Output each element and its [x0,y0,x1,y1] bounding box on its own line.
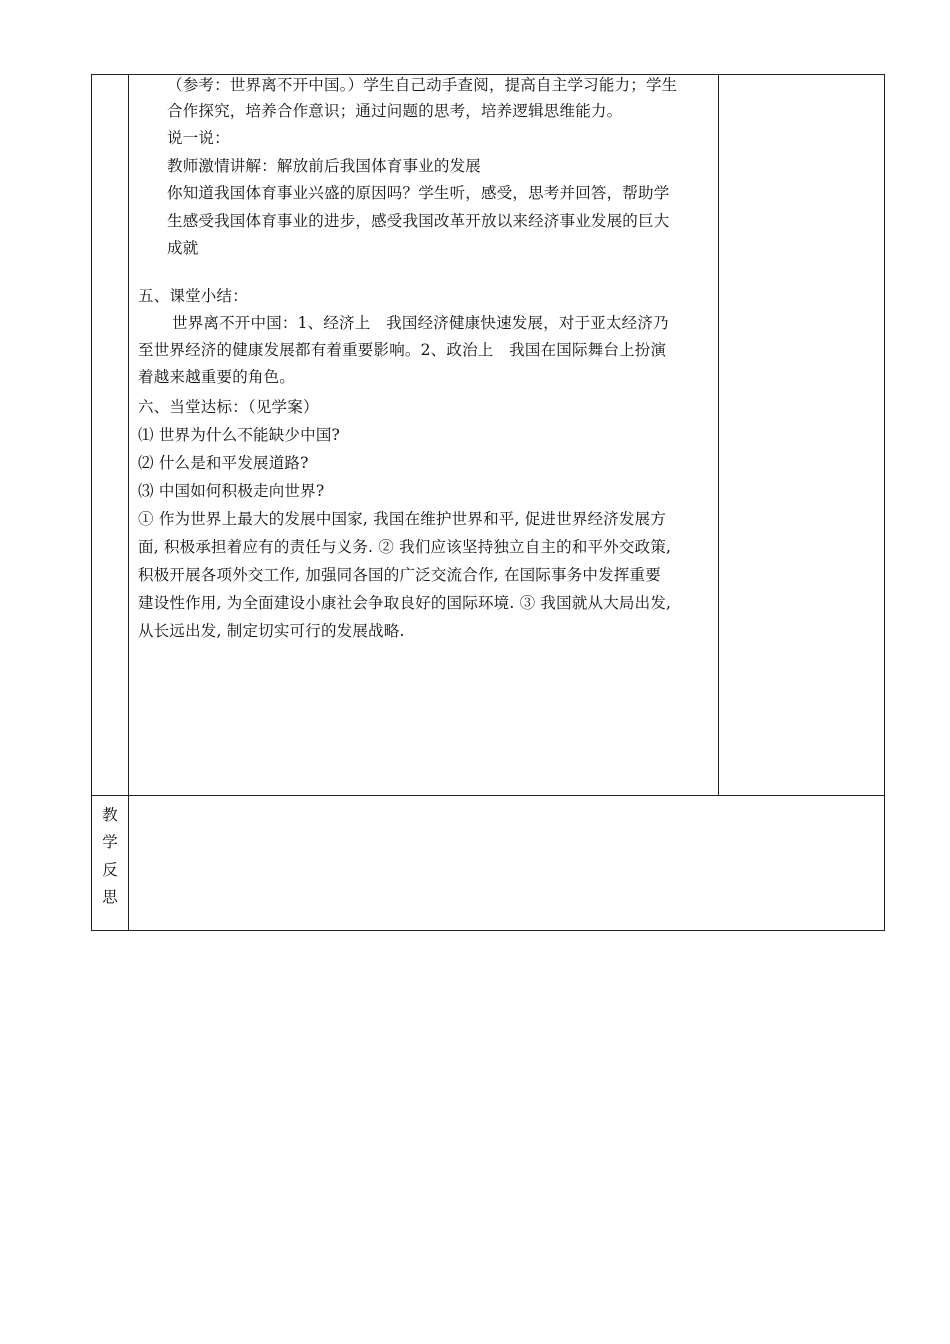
reflection-label-char: 反 [102,861,118,879]
answer-line: 从长远出发, 制定切实可行的发展战略. [138,622,405,640]
table-border-bottom [91,930,885,931]
question-item: ⑵ 什么是和平发展道路? [138,454,309,472]
content-line: 着越来越重要的角色。 [138,368,296,386]
content-line: 成就 [167,239,199,257]
reflection-content-cell [129,796,884,930]
reflection-label-char: 学 [102,833,118,851]
section-heading: 五、课堂小结： [138,287,248,305]
content-line: 教师激情讲解：解放前后我国体育事业的发展 [167,157,482,175]
content-line: 生感受我国体育事业的进步，感受我国改革开放以来经济事业发展的巨大 [167,212,670,230]
answer-line: ① 作为世界上最大的发展中国家, 我国在维护世界和平, 促进世界经济发展方 [138,510,667,528]
reflection-label-char: 思 [102,888,118,906]
table-col-divider-right [718,74,719,796]
content-line: （参考：世界离不开中国。）学生自己动手查阅，提高自主学习能力；学生 [167,76,678,94]
answer-line: 面, 积极承担着应有的责任与义务. ② 我们应该坚持独立自主的和平外交政策, [138,538,672,556]
content-line: 说一说： [167,129,230,147]
table-border-left [91,74,92,931]
content-line: 你知道我国体育事业兴盛的原因吗？学生听，感受，思考并回答，帮助学 [167,184,670,202]
table-border-right [884,74,885,931]
question-item: ⑶ 中国如何积极走向世界? [138,482,325,500]
reflection-label-char: 教 [102,806,118,824]
answer-line: 积极开展各项外交工作, 加强同各国的广泛交流合作, 在国际事务中发挥重要 [138,566,661,584]
content-line: 世界离不开中国：1、经济上 我国经济健康快速发展，对于亚太经济乃 [172,314,669,332]
section-heading: 六、当堂达标：（见学案） [138,398,319,416]
content-line: 至世界经济的健康发展都有着重要影响。2、政治上 我国在国际舞台上扮演 [138,341,667,359]
content-line: 合作探究，培养合作意识；通过问题的思考，培养逻辑思维能力。 [167,102,623,120]
answer-line: 建设性作用, 为全面建设小康社会争取良好的国际环境. ③ 我国就从大局出发, [138,594,672,612]
question-item: ⑴ 世界为什么不能缺少中国? [138,426,341,444]
